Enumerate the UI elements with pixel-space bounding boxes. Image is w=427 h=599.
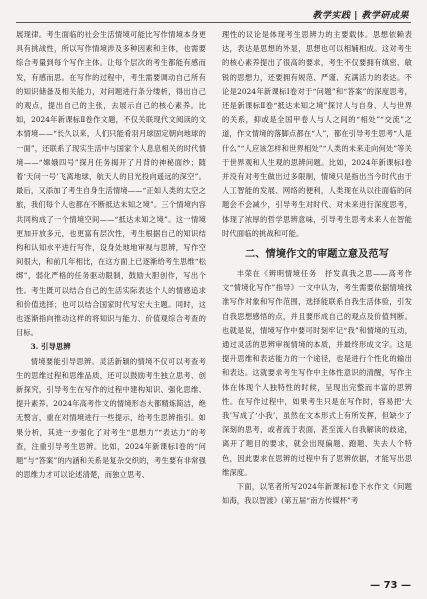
- left-column: [16, 28, 206, 483]
- paragraph: 下面，以笔者所写2024年新课标Ⅰ卷下水作文《问题如海，我以智渡》(第五届“南方传媒杯”考: [222, 482, 412, 506]
- page-number: — 73 —: [370, 580, 411, 591]
- subsection-heading: 3. 引导思辨: [30, 342, 71, 352]
- paragraph: 理性的议论是体现考生思辨力的主要载体。思想依赖表达，表达是思想的外显，思想也可以相辅相成。这对考生的核心素养提出了很高的要求，考生不仅要拥有缜密、敏锐的思想力，还要拥有规范、严谨、充满活力的表达。不论是2024年新课标Ⅰ卷对于“问题”和“答案”的深度思考，还是新课标Ⅱ卷“抵达未知之境”探讨人与自身、人与世界的关系，抑或是全国甲卷人与人之间的“相处”“交流”之道，作文情境的落脚点都在“人”，都在引导考生思考“人是什么”“人应该怎样和世界相处”“人类的未来走向何处”等关于世界观和人生观的思辨问题。比如，2024年新课标Ⅰ卷并没有对考生做出过多限制，情境只是指出当今时代由于人工智能的发展、网络的便利，人类现在从以往面临的问题会不会减少，引导考生对时代、对未来进行深度思考，体现了浓厚的哲学思辨意味，引导考生思考未来人在智能时代面临的挑战和可能。: [222, 30, 412, 238]
- right-column: [222, 28, 412, 509]
- paragraph: 丰荣在《辨明情境任务 抒发真我之思——高考作文“情境化写作”指导》一文中认为，考生需要依据情境找准写作对象和写作范围，选择能联系自我生活体验，引发自我思想感悟的点，并且要形成自己的观点及价值判断。也就是说，情境写作中要可时刻牢记“我”和情境的互动，通过灵活的思辨审视情境的本质，并最终形成文字。这是提升思维和表达能力的一个途径，也是进行个性化的输出和表达。这就要求考生写作中主体性意识的清醒，写作主体在体现个人独特性的时候，呈现出完整而丰富的思辨性。在写作过程中，如果考生只是在写作时，容易把‘大我’写成了‘小我’，虽然在文本形式上有所发挥，但缺少了深刻的思考，或者流于表面，甚至流入自我解读的歧途，离开了题目的要求，就会出现偏题、跑题、失去人个特色，因此要求在思辨的过程中有了思辨依据，才能写出思维深度。: [222, 269, 412, 477]
- paragraph: 展现律。考生面临的社会生活情境可能比写作情境本身更具有挑战性，所以写作情境涉及多种因素和主体，也需要综合考量到每个写作主体。让每个层次的考生都能有感而发，有感而思。在写作的过程中，考生需要调动自己所有的知识储备及相关能力，对问题进行条分缕析，得出自己的观点，提出自己的主张，去展示自己的核心素养。比如，2024年新课标Ⅱ卷作文题，不仅关联现代文阅读的文本情境——“长久以来，人们只能肴羽月球固定朝向地球的一面”，还联系了现实生活中与国家个人息息相关的时代情境——“嫦娥四号”探月任务揭开了月背的神秘面纱；随着‘天问一号’飞离地球，航天人的目光投向遥远的深空”。最后，又添加了考生自身生活情境——“正如人类的太空之旅，我们每个人也都在不断抵达未知之境”。三个情境内容共同构成了一个情境空间——“抵达未知之境”。这一情境更加开放多元，也更富有层次性，考生根据自己的知识结构和认知水平进行写作，设身处地地审视与思辨，写作空间很大，和前几年相比，在这方面上已逐渐给考生思维“松绑”，弱化严格的任务驱动限制，鼓励大胆创作，写出个性。考生既可以结合自己的生活实际表达个人的情感追求和价值选择；也可以结合国家时代写宏大主题。同时，这也逐渐指向推动这样的将知识与能力、价值观综合考查的目标。: [16, 30, 206, 338]
- paragraph: 情境要能引导思辨。灵活新颖的情境不仅可以考查考生的思维过程和思维品质，还可以鼓励考生独立思考、创新探究，引导考生在写作的过程中建构知识、强化思维、提升素养。2024年高考作文的情境形态大都精炼简洁，绝无赘言，重在对情境进行一些提示，给考生思辨指引。如果分析，其进一步强化了对考生“思想力”“表达力”的考查，注重引导考生思辨。比如，2024年新课标Ⅰ卷的“问题”与“答案”的内涵和关系是复杂交织的，考生要有非常强的思维力才可以论述清楚，而独立思考、: [16, 356, 206, 480]
- running-header: 教学实践 | 教学研成果: [312, 11, 409, 21]
- header-rule: [16, 22, 411, 23]
- section-title: 二、情境作文的审题立意及范写: [244, 249, 390, 261]
